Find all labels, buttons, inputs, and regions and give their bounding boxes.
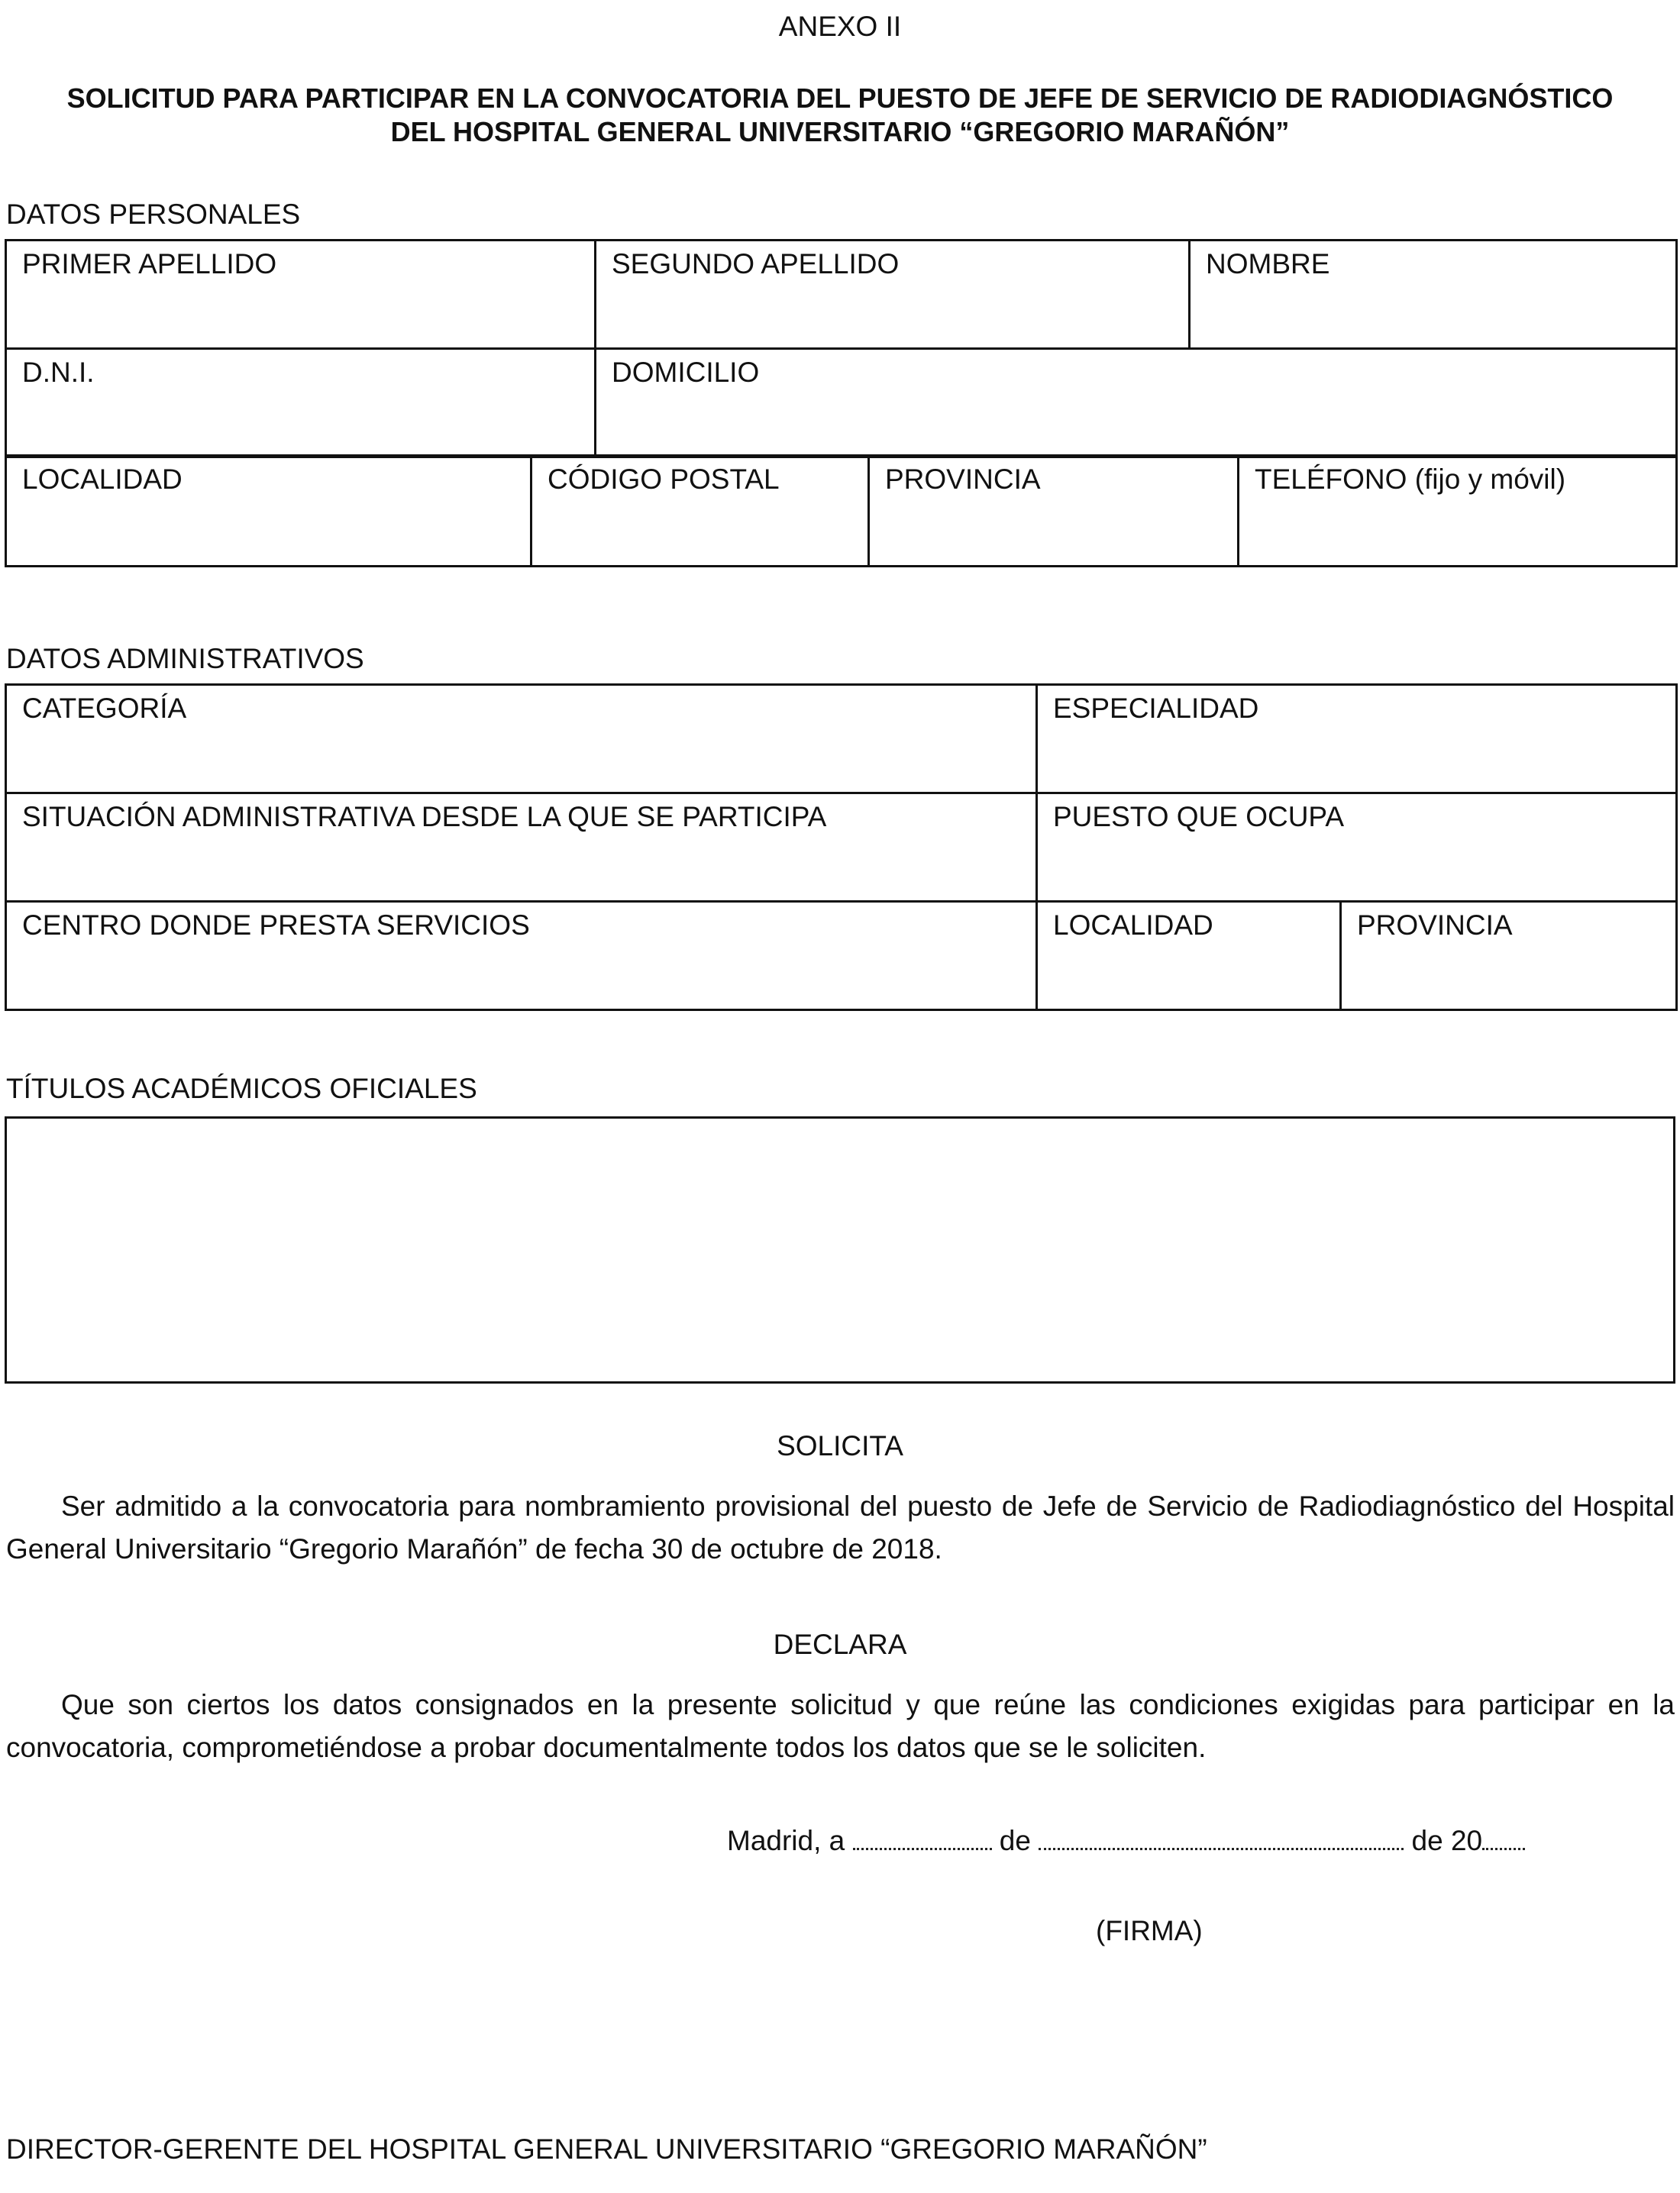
field-provincia[interactable] (869, 456, 1239, 567)
field-codigo-postal[interactable] (531, 456, 869, 567)
field-nombre[interactable] (1190, 241, 1677, 349)
year-blank[interactable] (1482, 1840, 1525, 1850)
form-title-line1: SOLICITUD PARA PARTICIPAR EN LA CONVOCATORIA DEL PUESTO DE JEFE DE SERVICIO DE RADIODIAGNÓSTICO (66, 82, 1614, 114)
firma-label: (FIRMA) (1096, 1915, 1203, 1946)
section-administrative-title: DATOS ADMINISTRATIVOS (6, 643, 364, 674)
administrative-data-table (5, 683, 1678, 1011)
label-telefono: TELÉFONO (fijo y móvil) (1255, 463, 1566, 495)
label-especialidad: ESPECIALIDAD (1053, 693, 1259, 724)
declara-text: Que son ciertos los datos consignados en la presente solicitud y que reúne las condiciones exigidas para participar en la convocatoria, comprometiéndose a probar documentalmente todos los datos que se le soliciten. (6, 1689, 1675, 1763)
field-categoria[interactable] (6, 685, 1037, 793)
personal-data-table-row3 (5, 454, 1678, 567)
label-localidad: LOCALIDAD (22, 463, 183, 495)
field-especialidad[interactable] (1037, 685, 1677, 793)
field-primer-apellido[interactable] (6, 241, 596, 349)
solicita-heading: SOLICITA (777, 1430, 903, 1461)
form-title-line2: DEL HOSPITAL GENERAL UNIVERSITARIO “GREGORIO MARAÑÓN” (390, 116, 1290, 147)
field-centro-servicios[interactable] (6, 902, 1037, 1010)
section-personal-title: DATOS PERSONALES (6, 199, 301, 230)
label-nombre: NOMBRE (1206, 248, 1330, 279)
solicita-text: Ser admitido a la convocatoria para nombramiento provisional del puesto de Jefe de Servicio de Radiodiagnóstico del Hospital General Universitario “Gregorio Marañón” de fecha 30 de octubre de 2018. (6, 1491, 1675, 1565)
month-blank[interactable] (1039, 1840, 1404, 1850)
label-primer-apellido: PRIMER APELLIDO (22, 248, 277, 279)
label-domicilio: DOMICILIO (612, 357, 760, 388)
field-situacion-administrativa[interactable] (6, 793, 1037, 902)
declara-heading: DECLARA (773, 1629, 907, 1660)
de-label-2: de 20 (1411, 1825, 1483, 1856)
label-dni: D.N.I. (22, 357, 95, 388)
titles-field[interactable] (5, 1116, 1675, 1384)
personal-data-table-row1-2 (5, 239, 1678, 458)
label-segundo-apellido: SEGUNDO APELLIDO (612, 248, 900, 279)
field-puesto-que-ocupa[interactable] (1037, 793, 1677, 902)
field-dni[interactable] (6, 349, 596, 457)
de-label-1: de (999, 1825, 1031, 1856)
field-admin-provincia[interactable] (1341, 902, 1677, 1010)
place-prefix: Madrid, a (727, 1825, 845, 1856)
label-categoria: CATEGORÍA (22, 693, 187, 724)
annex-label: ANEXO II (778, 11, 902, 42)
label-codigo-postal: CÓDIGO POSTAL (548, 463, 780, 495)
label-puesto-que-ocupa: PUESTO QUE OCUPA (1053, 801, 1345, 832)
field-segundo-apellido[interactable] (596, 241, 1190, 349)
label-situacion-administrativa: SITUACIÓN ADMINISTRATIVA DESDE LA QUE SE PARTICIPA (22, 801, 827, 832)
field-localidad[interactable] (6, 456, 531, 567)
field-domicilio[interactable] (596, 349, 1677, 457)
label-centro-servicios: CENTRO DONDE PRESTA SERVICIOS (22, 909, 530, 941)
label-admin-localidad: LOCALIDAD (1053, 909, 1213, 941)
field-telefono[interactable] (1239, 456, 1677, 567)
signature-date-line (727, 1825, 1525, 1858)
field-admin-localidad[interactable] (1037, 902, 1341, 1010)
label-provincia: PROVINCIA (885, 463, 1041, 495)
label-admin-provincia: PROVINCIA (1357, 909, 1513, 941)
day-blank[interactable] (853, 1840, 992, 1850)
section-titles-title: TÍTULOS ACADÉMICOS OFICIALES (6, 1073, 477, 1104)
addressee: DIRECTOR-GERENTE DEL HOSPITAL GENERAL UNIVERSITARIO “GREGORIO MARAÑÓN” (6, 2133, 1207, 2165)
